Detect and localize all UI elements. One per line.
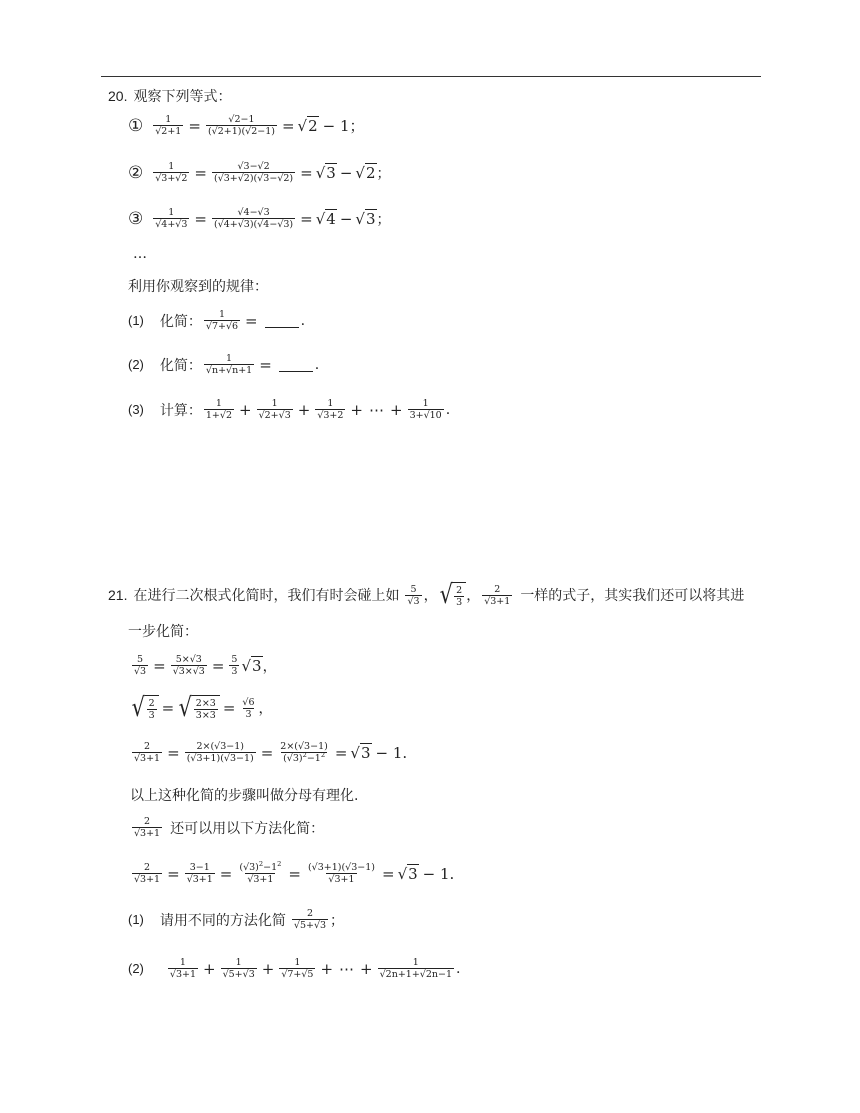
ellipsis: ⋯ (339, 959, 355, 978)
fraction: $\frac{2}{√5+√3}$ (293, 908, 327, 931)
equals-sign: = (281, 116, 295, 135)
step-tail: ， (258, 701, 273, 717)
part-tail: . (314, 356, 320, 373)
sqrt-expression: √3 (350, 743, 371, 762)
sqrt-fraction: √ $\frac{2}{3}$ (130, 695, 159, 721)
sqrt-fraction: √ $\frac{2\times 3}{3\times 3}$ (177, 695, 220, 721)
equation-tail: ； (376, 165, 391, 182)
q20-part-2 (128, 353, 319, 376)
part-tail: . (300, 312, 306, 329)
plus-sign: + (360, 959, 373, 978)
q20-prompt: 利用你观察到的规律： (128, 279, 268, 295)
fraction: $\frac{1}{√3+1}$ (169, 957, 196, 980)
part-label: (3) (128, 402, 144, 417)
fraction: $\frac{√2-1}{(√2+1)(√2-1)}$ (207, 114, 275, 137)
sqrt-expression: √2 (355, 163, 376, 182)
q21-number: 21. (108, 587, 128, 603)
fraction: $\frac{√6}{3}$ (242, 696, 255, 720)
q20-part-1 (128, 309, 305, 332)
equals-sign: = (194, 163, 207, 182)
minus-sign: − (339, 209, 353, 228)
plus-sign: + (239, 400, 252, 419)
q20-number: 20. (108, 88, 128, 104)
equals-sign: = (300, 209, 313, 228)
q20-part-3 (128, 398, 450, 421)
equals-sign: = (222, 699, 236, 717)
equals-sign: = (260, 743, 274, 762)
fraction: $\frac{2}{√3+1}$ (134, 816, 161, 839)
equation-tail: − 1； (322, 117, 365, 135)
fraction: $\frac{√3-√2}{(√3+√2)(√3-√2)}$ (213, 161, 294, 184)
comma: ， (466, 588, 481, 604)
sqrt-expression: √2 (297, 116, 318, 135)
part-text: 计算： (159, 402, 202, 419)
fraction: $\frac{(√3)^2-1^2}{√3+1}$ (239, 859, 282, 885)
part-label: (1) (128, 912, 144, 927)
sqrt-expression: √3 (355, 209, 376, 228)
step-tail: − 1. (422, 864, 455, 883)
equals-sign: = (300, 163, 313, 182)
q21-step-3 (130, 741, 407, 764)
fraction: $\frac{2}{√3+1}$ (134, 741, 161, 764)
fraction: $\frac{1}{√4+√3}$ (155, 207, 188, 230)
fraction: $\frac{1}{√2+√3}$ (258, 398, 291, 421)
fraction: $\frac{1}{√5+√3}$ (222, 957, 255, 980)
plus-sign: + (390, 400, 403, 419)
q21-alt-intro (130, 816, 324, 839)
plus-sign: + (350, 400, 363, 419)
plus-sign: + (320, 959, 334, 978)
fraction: $\frac{5}{3}$ (231, 654, 238, 677)
sqrt-expression: √3 (397, 864, 418, 883)
fraction: $\frac{1}{√2+1}$ (155, 114, 182, 137)
q21-text: 一样的式子，其实我们还可以将其进 (520, 588, 745, 604)
q20-intro: 观察下列等式： (133, 89, 232, 105)
fraction: $\frac{(√3+1)(√3-1)}{√3+1}$ (307, 862, 375, 885)
q21-alt-text: 还可以用以下方法化简： (170, 820, 325, 837)
equals-sign: = (161, 699, 175, 717)
part-tail: . (445, 401, 451, 418)
plus-sign: + (203, 959, 216, 978)
comma: ， (423, 588, 438, 604)
fraction: $\frac{1}{1+√2}$ (205, 398, 232, 421)
q20-equation-1 (128, 114, 365, 137)
equals-sign: = (381, 864, 395, 883)
q21-line-2: 一步化简： (128, 624, 198, 640)
equals-sign: = (211, 656, 225, 675)
fraction: $\frac{5}{√3}$ (134, 654, 147, 677)
fraction: $\frac{1}{√3+√2}$ (155, 161, 188, 184)
circled-number-3: ③ (128, 208, 144, 229)
part-text: 请用不同的方法化简 (159, 912, 286, 929)
fraction: $\frac{1}{3+√10}$ (409, 398, 442, 421)
q20-equation-2 (128, 161, 391, 184)
equals-sign: = (245, 311, 258, 330)
q20-equation-3 (128, 207, 391, 230)
q21-line-1 (108, 582, 744, 608)
sqrt-expression: √3 (315, 163, 336, 182)
q21-note: 以上这种化简的步骤叫做分母有理化. (130, 788, 359, 804)
part-text: 化简： (159, 313, 202, 330)
fraction: $\frac{5}{√3}$ (407, 583, 420, 607)
circled-number-2: ② (128, 162, 144, 183)
fraction: $\frac{1}{√3+2}$ (317, 398, 344, 421)
part-tail: . (456, 960, 461, 977)
answer-blank[interactable] (279, 358, 313, 372)
part-label: (1) (128, 313, 144, 328)
part-label: (2) (128, 357, 144, 372)
sqrt-fraction: √ $\frac{2}{3}$ (438, 582, 467, 608)
equation-tail: ； (376, 211, 391, 228)
equals-sign: = (167, 743, 180, 762)
fraction: $\frac{√4-√3}{(√4+√3)(√4-√3)}$ (213, 207, 294, 230)
plus-sign: + (261, 959, 275, 978)
fraction: $\frac{2}{√3+1}$ (484, 583, 511, 607)
step-tail: ， (262, 658, 277, 675)
sqrt-expression: √4 (315, 209, 336, 228)
circled-number-1: ① (128, 115, 144, 136)
q21-text: 在进行二次根式化简时，我们有时会碰上如 (133, 588, 400, 604)
fraction: $\frac{5\times√3}{√3\times√3}$ (172, 654, 205, 677)
fraction: $\frac{1}{√7+√5}$ (281, 957, 314, 980)
equals-sign: = (259, 355, 272, 374)
fraction: $\frac{2\times(√3-1)}{(√3)^2-1^2}$ (280, 741, 328, 764)
q21-step-2 (130, 695, 273, 721)
plus-sign: + (297, 400, 311, 419)
step-tail: − 1. (375, 743, 408, 762)
fraction: $\frac{2\times(√3-1)}{(√3+1)(√3-1)}$ (186, 741, 254, 764)
part-tail: ； (330, 912, 345, 929)
equals-sign: = (188, 116, 201, 135)
fraction: $\frac{3-1}{√3+1}$ (186, 862, 213, 885)
fraction: $\frac{2}{√3+1}$ (134, 862, 161, 885)
answer-blank[interactable] (265, 314, 299, 328)
fraction: $\frac{1}{√7+√6}$ (205, 309, 239, 332)
part-text: 化简： (159, 357, 202, 374)
q20-ellipsis: … (133, 246, 147, 262)
fraction: $\frac{1}{√n+√n+1}$ (205, 353, 253, 376)
q21-step-1 (130, 654, 277, 677)
fraction: $\frac{1}{√2n+1+√2n-1}$ (379, 957, 453, 980)
equals-sign: = (194, 209, 207, 228)
equals-sign: = (334, 743, 348, 762)
equals-sign: = (288, 864, 301, 883)
q20-heading (108, 86, 231, 106)
sqrt-expression: √3 (241, 656, 262, 675)
equals-sign: = (219, 864, 233, 883)
part-label: (2) (128, 961, 144, 976)
equals-sign: = (153, 656, 166, 675)
top-divider (101, 76, 761, 77)
q21-step-4 (130, 859, 455, 885)
q21-part-2 (128, 957, 460, 980)
q21-part-1 (128, 908, 344, 931)
minus-sign: − (339, 163, 353, 182)
ellipsis: ⋯ (369, 400, 384, 419)
equals-sign: = (167, 864, 180, 883)
